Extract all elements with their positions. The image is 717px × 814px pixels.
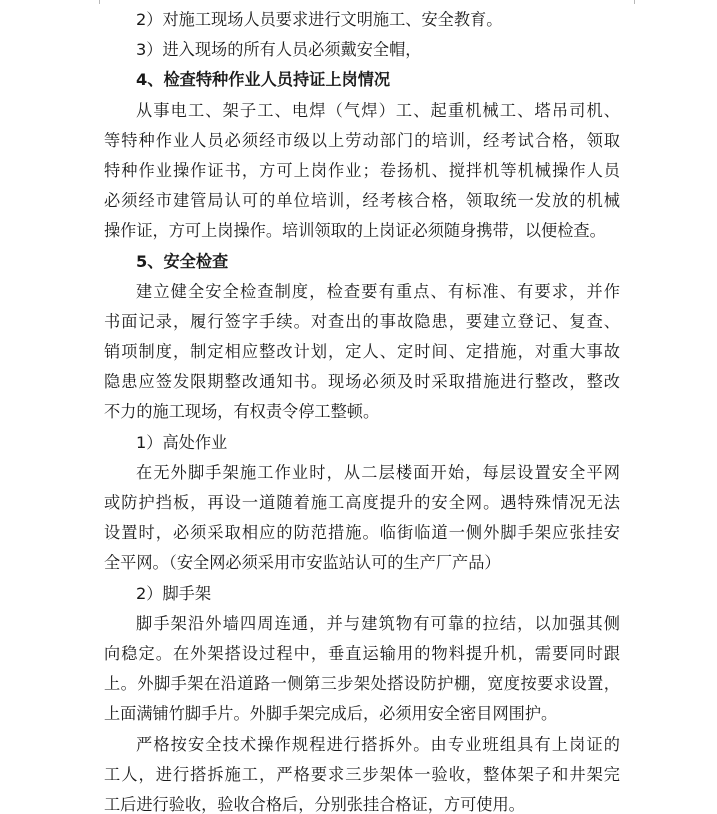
body-paragraph <box>104 458 620 579</box>
text-line: 1）高处作业 <box>136 432 228 452</box>
text-line: 工后进行验收，验收合格后，分别张挂合格证，方可使用。 <box>104 794 525 814</box>
text-line: 建立健全安全检查制度，检查要有重点、有标准、有要求，并作 <box>136 281 620 301</box>
page-corner-mark-left <box>99 0 101 4</box>
text-line: 特种作业操作证书，方可上岗作业；卷扬机、搅拌机等机械操作人员 <box>104 160 620 180</box>
page-corner-mark-right <box>634 0 636 4</box>
text-line: 全平网。（安全网必须采用市安监站认可的生产厂产品） <box>104 553 501 573</box>
text-line: 向稳定。在外架搭设过程中，垂直运输用的物料提升机，需要同时跟 <box>104 643 620 663</box>
text-line: 严格按安全技术操作规程进行搭拆外。由专业班组具有上岗证的 <box>136 734 620 754</box>
list-item <box>104 428 620 458</box>
text-line: 上面满铺竹脚手片。外脚手架完成后，必须用安全密目网围护。 <box>104 704 558 724</box>
body-paragraph <box>104 609 620 730</box>
text-line: 或防护挡板，再设一道随着施工高度提升的安全网。遇特殊情况无法 <box>104 493 620 512</box>
text-line: 隐患应签发限期整改通知书。现场必须及时采取措施进行整改，整改 <box>104 372 620 392</box>
text-line: 设置时，必须采取相应的防范措施。临街临道一侧外脚手架应张挂安 <box>104 523 620 543</box>
text-line: 不力的施工现场，有权责令停工整顿。 <box>104 402 380 422</box>
text-line: 3）进入现场的所有人员必须戴安全帽， <box>136 40 422 60</box>
body-paragraph <box>104 730 620 814</box>
text-line: 操作证，方可上岗操作。培训领取的上岗证必须随身携带，以便检查。 <box>104 221 606 241</box>
text-line: 等特种作业人员必须经市级以上劳动部门的培训，经考试合格，领取 <box>104 130 620 150</box>
text-line: 2）脚手架 <box>136 583 212 603</box>
list-item <box>104 579 620 609</box>
document-page <box>104 5 620 814</box>
section-heading <box>104 247 620 277</box>
heading-text: 5、安全检查 <box>136 251 229 271</box>
text-line: 必须经市建管局认可的单位培训，经考核合格，领取统一发放的机械 <box>104 191 620 211</box>
list-item <box>104 5 620 35</box>
body-paragraph <box>104 277 620 428</box>
text-line: 脚手架沿外墙四周连通，并与建筑物有可靠的拉结，以加强其侧 <box>136 613 620 633</box>
text-line: 2）对施工现场人员要求进行文明施工、安全教育。 <box>136 10 503 29</box>
text-line: 在无外脚手架施工作业时，从二层楼面开始，每层设置安全平网 <box>136 462 620 482</box>
body-paragraph <box>104 96 620 247</box>
heading-text: 4、检查特种作业人员持证上岗情况 <box>136 70 391 90</box>
text-line: 书面记录，履行签字手续。对查出的事故隐患，要建立登记、复查、 <box>104 311 620 331</box>
text-line: 从事电工、架子工、电焊（气焊）工、起重机械工、塔吊司机、 <box>136 100 620 120</box>
list-item <box>104 35 620 65</box>
text-line: 销项制度，制定相应整改计划，定人、定时间、定措施，对重大事故 <box>104 342 620 362</box>
text-line: 工人，进行搭拆施工，严格要求三步架体一验收，整体架子和井架完 <box>104 764 620 784</box>
section-heading <box>104 65 620 95</box>
text-line: 上。外脚手架在沿道路一侧第三步架处搭设防护棚，宽度按要求设置， <box>104 674 620 694</box>
